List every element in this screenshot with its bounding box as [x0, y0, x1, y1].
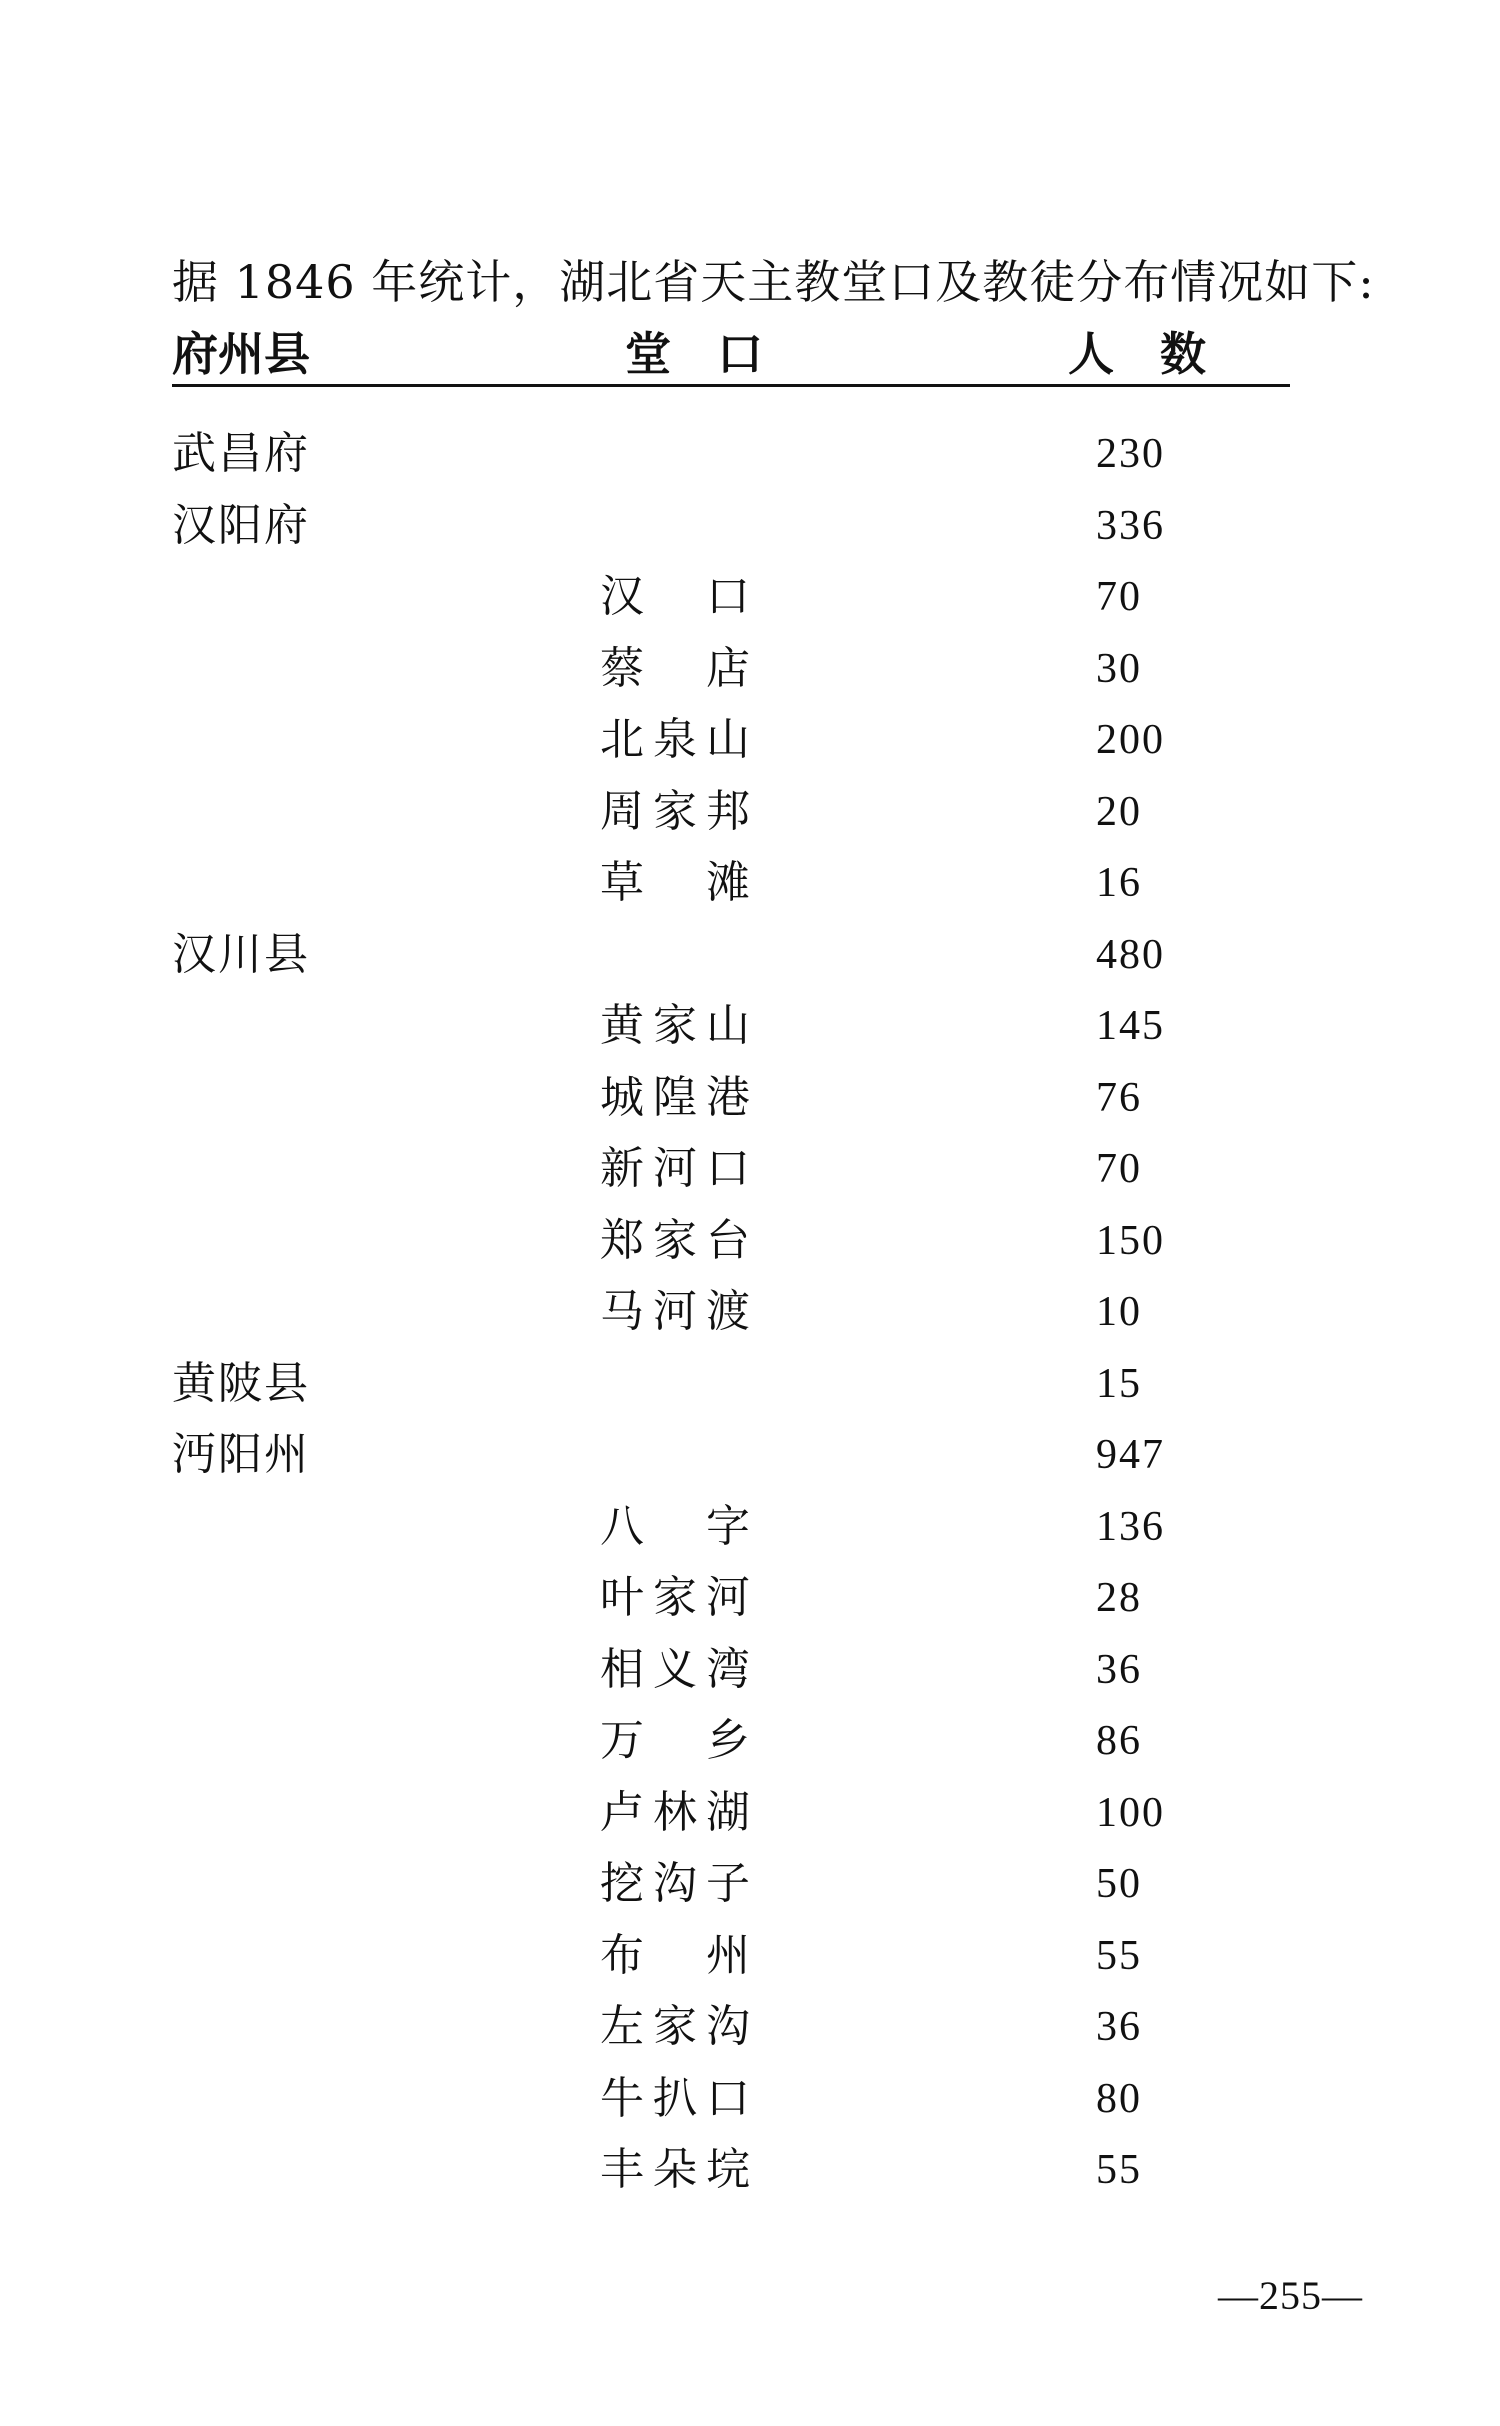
table-row	[172, 1779, 1290, 1851]
count-cell: 36	[1096, 1646, 1142, 1693]
church-cell: 蔡 店	[600, 642, 750, 694]
count-cell: 10	[1096, 1289, 1142, 1335]
table-row	[172, 778, 1290, 850]
count-cell: 76	[1096, 1074, 1142, 1121]
church-cell: 牛扒口	[600, 2072, 750, 2124]
table-row	[172, 1707, 1290, 1779]
count-cell: 100	[1096, 1789, 1165, 1836]
count-cell: 70	[1096, 1146, 1142, 1192]
table-header	[172, 326, 1290, 387]
count-cell: 145	[1096, 1003, 1165, 1049]
table-body	[172, 420, 1290, 2208]
table-row	[172, 492, 1290, 564]
table-row	[172, 992, 1290, 1064]
church-cell: 城隍港	[600, 1071, 750, 1123]
count-cell: 36	[1096, 2004, 1142, 2050]
table-row	[172, 563, 1290, 635]
church-cell: 布 州	[600, 1929, 750, 1981]
table-row	[172, 1922, 1290, 1994]
count-cell: 230	[1096, 431, 1165, 477]
church-cell: 郑家台	[600, 1214, 750, 1266]
count-cell: 80	[1096, 2075, 1142, 2122]
church-cell: 左家沟	[600, 2001, 750, 2052]
count-cell: 86	[1096, 1718, 1142, 1764]
church-cell: 挖沟子	[600, 1858, 750, 1909]
table-row	[172, 1064, 1290, 1136]
church-cell: 黄家山	[600, 1000, 750, 1051]
table-row	[172, 1493, 1290, 1565]
table-row	[172, 706, 1290, 778]
count-cell: 136	[1096, 1503, 1165, 1550]
church-cell: 叶家河	[600, 1572, 750, 1623]
church-cell: 草 滩	[600, 857, 750, 908]
count-cell: 70	[1096, 574, 1142, 620]
intro-text: 据 1846 年统计，湖北省天主教堂口及教徒分布情况如下:	[172, 255, 1375, 309]
table-row	[172, 1135, 1290, 1207]
church-cell: 新河口	[600, 1143, 750, 1194]
table-row	[172, 921, 1290, 993]
church-cell: 八 字	[600, 1500, 750, 1552]
table-row	[172, 420, 1290, 492]
count-cell: 336	[1096, 502, 1165, 549]
region-cell: 汉阳府	[172, 499, 310, 551]
church-cell: 万 乡	[600, 1715, 750, 1766]
church-cell: 马河渡	[600, 1286, 750, 1337]
church-cell: 相义湾	[600, 1643, 750, 1695]
table-row	[172, 2136, 1290, 2208]
table-row	[172, 849, 1290, 921]
page-number: —255—	[1218, 2273, 1363, 2318]
table-row	[172, 635, 1290, 707]
count-cell: 20	[1096, 788, 1142, 835]
header-count: 人数	[1068, 327, 1252, 381]
count-cell: 15	[1096, 1360, 1142, 1407]
count-cell: 16	[1096, 860, 1142, 906]
church-cell: 周家邦	[600, 785, 750, 837]
table-row	[172, 1993, 1290, 2065]
region-cell: 武昌府	[172, 428, 310, 479]
table-row	[172, 1564, 1290, 1636]
count-cell: 947	[1096, 1432, 1165, 1478]
count-cell: 55	[1096, 2147, 1142, 2193]
count-cell: 150	[1096, 1217, 1165, 1264]
church-cell: 北泉山	[600, 714, 750, 765]
church-cell: 丰朵垸	[600, 2144, 750, 2195]
table-row	[172, 1850, 1290, 1922]
count-cell: 50	[1096, 1861, 1142, 1907]
count-cell: 480	[1096, 931, 1165, 978]
church-cell: 卢林湖	[600, 1786, 750, 1838]
count-cell: 200	[1096, 717, 1165, 763]
table-row	[172, 2065, 1290, 2137]
header-church: 堂口	[625, 327, 809, 381]
header-region: 府州县	[172, 327, 310, 381]
table-row	[172, 1207, 1290, 1279]
table-row	[172, 1350, 1290, 1422]
region-cell: 汉川县	[172, 928, 310, 980]
region-cell: 黄陂县	[172, 1357, 310, 1409]
count-cell: 30	[1096, 645, 1142, 692]
count-cell: 28	[1096, 1575, 1142, 1621]
table-row	[172, 1636, 1290, 1708]
church-cell: 汉 口	[600, 571, 750, 622]
table-row	[172, 1421, 1290, 1493]
table-row	[172, 1278, 1290, 1350]
region-cell: 沔阳州	[172, 1429, 310, 1480]
count-cell: 55	[1096, 1932, 1142, 1979]
